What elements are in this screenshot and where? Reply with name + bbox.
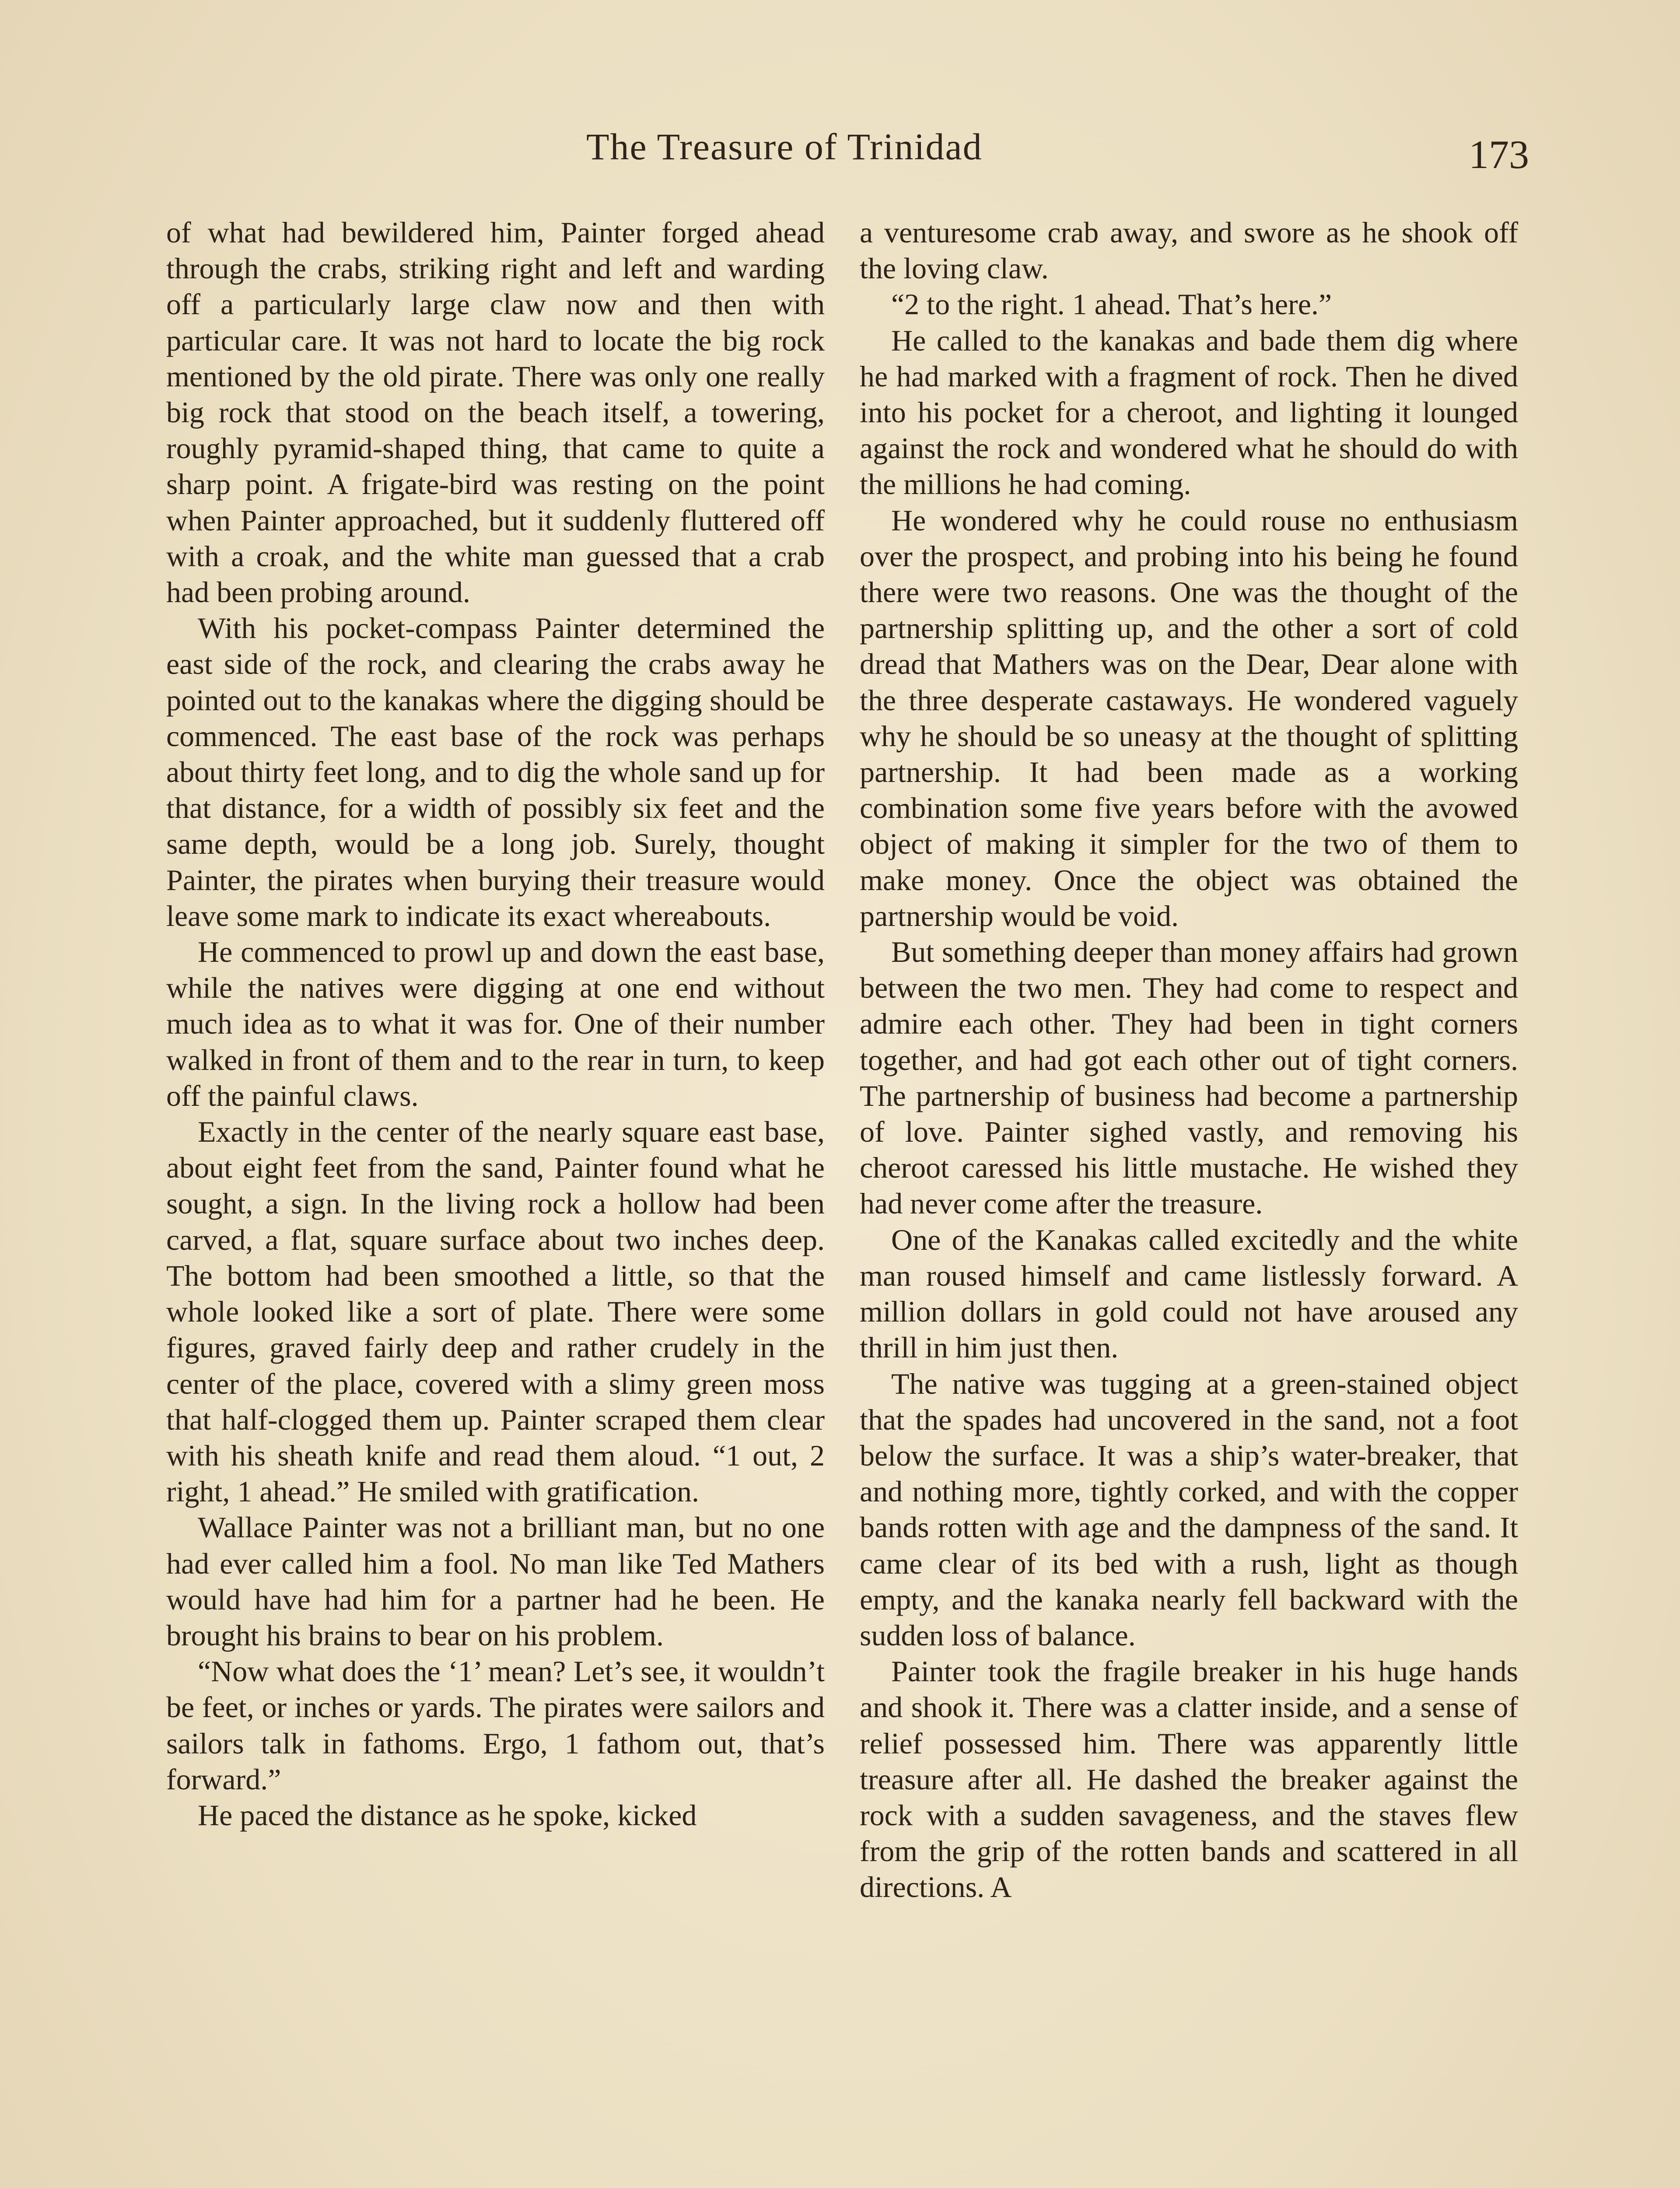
paragraph: Wallace Painter was not a brilliant man, but no one had ever called him a fool. No man like Ted Mathers would have had him for a partner had he been. He brought his brains to bear on his problem. [166, 1511, 825, 1652]
paragraph: “Now what does the ‘1’ mean? Let’s see, it wouldn’t be feet, or inches or yards. The pirates were sailors and sailors talk in fathoms. Ergo, 1 fathom out, that’s forward.” [166, 1655, 825, 1796]
paragraph: “2 to the right. 1 ahead. That’s here.” [891, 288, 1332, 321]
paragraph: He paced the distance as he spoke, kicked [198, 1798, 697, 1832]
paragraph: He commenced to prowl up and down the east base, while the natives were digging at one end without much idea as to what it was for. One of their number walked in front of them and to the rear in turn, to keep off the painful claws. [166, 935, 825, 1112]
page-number: 173 [1469, 132, 1529, 177]
paragraph: One of the Kanakas called excitedly and the white man roused himself and came listlessly forward. A million dollars in gold could not have aroused any thrill in him just then. [860, 1223, 1518, 1364]
paragraph: He wondered why he could rouse no enthusiasm over the prospect, and probing into his being he found there were two reasons. One was the thought of the partnership splitting up, and the other a sort of cold dread that Mathers was on the Dear, Dear alone with the three desperate castaways. He wondered vaguely why he should be so uneasy at the thought of splitting partnership. It had been made as a working combination some five years before with the avowed object of making it simpler for the two of them to make money. Once the object was obtained the partnership would be void. [860, 503, 1518, 933]
paragraph: The native was tugging at a green-stained object that the spades had uncovered in the sand, not a foot below the surface. It was a ship’s water-breaker, that and nothing more, tightly corked, and with the copper bands rotten with age and the dampness of the sand. It came clear of its bed with a rush, light as though empty, and the kanaka nearly fell backward with the sudden loss of balance. [860, 1367, 1518, 1652]
paragraph: of what had bewildered him, Painter forged ahead through the crabs, striking right and left and warding off a particularly large claw now and then with particular care. It was not hard to locate the big rock mentioned by the old pirate. There was only one really big rock that stood on the beach itself, a towering, roughly pyramid-shaped thing, that came to quite a sharp point. A frigate-bird was resting on the point when Painter approached, but it suddenly fluttered off with a croak, and the white man guessed that a crab had been probing around. [166, 216, 825, 609]
right-text-column [860, 214, 1518, 1905]
paragraph: Exactly in the center of the nearly square east base, about eight feet from the sand, Painter found what he sought, a sign. In the living rock a hollow had been carved, a flat, square surface about two inches deep. The bottom had been smoothed a little, so that the whole looked like a sort of plate. There were some figures, graved fairly deep and rather crudely in the center of the place, covered with a slimy green moss that half-clogged them up. Painter scraped them clear with his sheath knife and read them aloud. “1 out, 2 right, 1 ahead.” He smiled with gratification. [166, 1115, 825, 1508]
paragraph: Painter took the fragile breaker in his huge hands and shook it. There was a clatter inside, and a sense of relief possessed him. There was apparently little treasure after all. He dashed the breaker against the rock with a sudden savageness, and the staves flew from the grip of the rotten bands and scattered in all directions. A [860, 1655, 1518, 1904]
paragraph: a venturesome crab away, and swore as he shook off the loving claw. [860, 216, 1518, 285]
left-text-column [166, 214, 825, 1833]
paragraph: He called to the kanakas and bade them dig where he had marked with a fragment of rock. Then he dived into his pocket for a cheroot, and lighting it lounged against the rock and wondered what he should do with the millions he had coming. [860, 323, 1518, 501]
paragraph: But something deeper than money affairs had grown between the two men. They had come to respect and admire each other. They had been in tight corners together, and had got each other out of tight corners. The partnership of business had become a partnership of love. Painter sighed vastly, and removing his cheroot caressed his little mustache. He wished they had never come after the treasure. [860, 935, 1518, 1220]
paragraph: With his pocket-compass Painter determined the east side of the rock, and clearing the crabs away he pointed out to the kanakas where the digging should be commenced. The east base of the rock was perhaps about thirty feet long, and to dig the whole sand up for that distance, for a width of possibly six feet and the same depth, would be a long job. Surely, thought Painter, the pirates when burying their treasure would leave some mark to indicate its exact whereabouts. [166, 611, 825, 933]
running-head-title: The Treasure of Trinidad [586, 126, 983, 168]
